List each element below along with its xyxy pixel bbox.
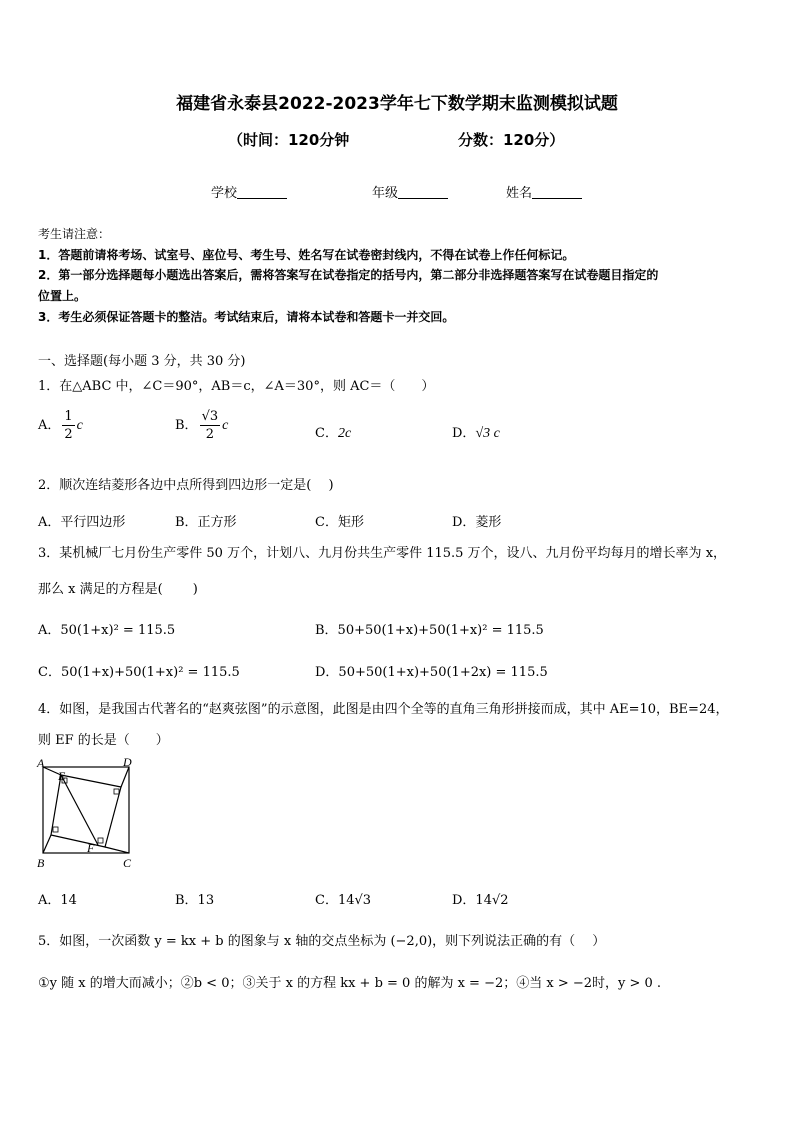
label-b: B xyxy=(37,856,45,870)
inner-square xyxy=(51,775,121,847)
q1-option-b: B． $\frac{√3}{2}$ c xyxy=(175,409,229,442)
right-angle-mark xyxy=(114,789,119,794)
notice-heading: 考生请注意： xyxy=(38,227,111,241)
name-field xyxy=(506,182,582,201)
q3-option-d: D．50+50(1+x)+50(1+2x) = 115.5 xyxy=(315,665,548,680)
notice-item: 1．答题前请将考场、试室号、座位号、考生号、姓名写在试卷密封线内，不得在试卷上作任何标记。 xyxy=(38,248,575,262)
name-blank xyxy=(532,185,582,199)
question-4-stem: 4．如图，是我国古代著名的“赵爽弦图”的示意图，此图是由四个全等的直角三角形拼接而成，其中 AE=10，BE=24， xyxy=(38,702,729,717)
question-3-stem: 3．某机械厂七月份生产零件 50 万个，计划八、九月份共生产零件 115.5 万个，设八、九月份平均每月的增长率为 x， xyxy=(38,546,727,561)
label-a: A xyxy=(37,756,45,770)
q1-option-d: D．√3 c xyxy=(452,426,500,441)
zhao-shuang-diagram xyxy=(34,755,138,873)
q3-option-a: A．50(1+x)² = 115.5 xyxy=(38,623,176,638)
question-1-stem: 1．在△ABC 中，∠C＝90°，AB＝c，∠A＝30°，则 AC＝（ ） xyxy=(38,379,435,394)
school-blank xyxy=(237,185,287,199)
q4-option-d: D．14√2 xyxy=(452,893,509,908)
q2-option-c: C．矩形 xyxy=(315,515,364,530)
q4-option-b: B．13 xyxy=(175,893,215,908)
question-4-stem-cont: 则 EF 的长是（ ） xyxy=(38,733,169,748)
segment xyxy=(43,835,51,853)
q2-option-b: B．正方形 xyxy=(175,515,237,530)
page-title: 福建省永泰县2022-2023学年七下数学期末监测模拟试题 xyxy=(176,94,618,114)
grade-blank xyxy=(398,185,448,199)
question-2-stem: 2．顺次连结菱形各边中点所得到四边形一定是( ) xyxy=(38,478,334,493)
school-field xyxy=(211,182,287,201)
name-label: 姓名 xyxy=(506,186,533,201)
q1-option-a: A． $\frac{1}{2}$ c xyxy=(38,409,83,442)
segment-ef xyxy=(61,775,98,845)
right-angle-mark xyxy=(98,838,103,843)
notice-item: 2．第一部分选择题每小题选出答案后，需将答案写在试卷指定的括号内，第二部分非选择题答案写在试卷题目指定的 xyxy=(38,268,659,282)
q3-option-b: B．50+50(1+x)+50(1+x)² = 115.5 xyxy=(315,623,544,638)
notice-item: 位置上。 xyxy=(38,289,87,303)
q4-option-a: A．14 xyxy=(38,893,77,908)
q2-option-a: A．平行四边形 xyxy=(38,515,126,530)
question-5-items: ①y 随 x 的增大而减小；②b < 0；③关于 x 的方程 kx + b = 0 的解为 x = −2；④当 x > −2时，y > 0 . xyxy=(38,976,662,991)
exam-score: 分数：120分） xyxy=(458,131,565,149)
q2-option-d: D．菱形 xyxy=(452,515,502,530)
school-label: 学校 xyxy=(211,186,238,201)
q3-option-c: C．50(1+x)+50(1+x)² = 115.5 xyxy=(38,665,240,680)
right-angle-mark xyxy=(53,827,58,832)
q1-option-c: C．2c xyxy=(315,426,352,441)
label-c: C xyxy=(123,856,132,870)
notice-item: 3．考生必须保证答题卡的整洁。考试结束后，请将本试卷和答题卡一并交回。 xyxy=(38,310,455,324)
question-3-stem-cont: 那么 x 满足的方程是( ) xyxy=(38,582,198,597)
exam-time: （时间：120分钟 xyxy=(228,131,350,149)
question-5-stem: 5．如图，一次函数 y = kx + b 的图象与 x 轴的交点坐标为 (−2,0)，则下列说法正确的有（ ） xyxy=(38,934,606,949)
segment xyxy=(105,847,129,853)
section-heading: 一、选择题(每小题 3 分，共 30 分) xyxy=(38,354,246,369)
label-f: F xyxy=(87,841,95,855)
segment xyxy=(121,767,129,787)
grade-field xyxy=(372,182,448,201)
label-d: D xyxy=(123,755,132,769)
q4-option-c: C．14√3 xyxy=(315,893,372,908)
grade-label: 年级 xyxy=(372,186,399,201)
label-e: E xyxy=(58,769,66,783)
